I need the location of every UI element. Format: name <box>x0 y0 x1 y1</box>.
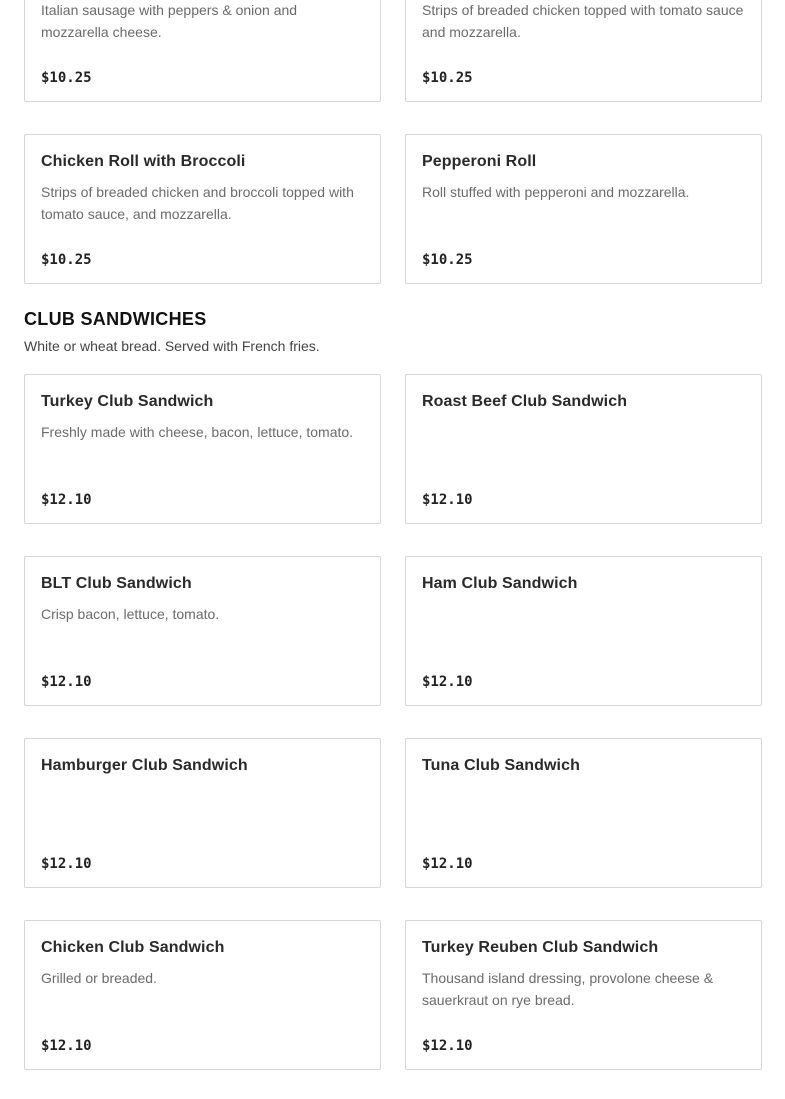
menu-item-description: Crisp bacon, lettuce, tomato. <box>41 606 220 622</box>
menu-item-name: Ham Club Sandwich <box>422 575 578 592</box>
menu-item-price: $12.10 <box>41 674 92 690</box>
section-subtitle: White or wheat bread. Served with French fries. <box>24 338 320 354</box>
menu-item-name: Chicken Club Sandwich <box>41 939 225 956</box>
menu-item-card[interactable] <box>405 556 762 706</box>
menu-item-name: Tuna Club Sandwich <box>422 757 580 774</box>
menu-item-price: $12.10 <box>41 1038 92 1054</box>
menu-item-description: Thousand island dressing, provolone cheese & sauerkraut on rye bread. <box>422 970 714 1008</box>
section-title: CLUB SANDWICHES <box>24 309 207 329</box>
menu-item-description: Strips of breaded chicken topped with tomato sauce and mozzarella. <box>422 2 744 40</box>
menu-item-description: Freshly made with cheese, bacon, lettuce, tomato. <box>41 424 354 440</box>
menu-item-card[interactable] <box>405 374 762 524</box>
menu-item-price: $12.10 <box>422 856 473 872</box>
menu-item-price: $12.10 <box>422 1038 473 1054</box>
menu-item-description: Strips of breaded chicken and broccoli topped with tomato sauce, and mozzarella. <box>41 184 354 222</box>
menu-item-card[interactable] <box>24 0 381 102</box>
menu-item-price: $10.25 <box>41 70 92 86</box>
menu-item-card[interactable] <box>405 920 762 1070</box>
menu-item-card[interactable] <box>24 556 381 706</box>
menu-item-price: $10.25 <box>422 70 473 86</box>
menu-item-card[interactable] <box>24 920 381 1070</box>
menu-item-description: Italian sausage with peppers & onion and mozzarella cheese. <box>41 2 298 40</box>
menu-item-card[interactable] <box>405 134 762 284</box>
menu-item-name: BLT Club Sandwich <box>41 575 192 592</box>
menu-item-price: $10.25 <box>41 252 92 268</box>
menu-item-price: $12.10 <box>422 674 473 690</box>
menu-item-name: Chicken Roll with Broccoli <box>41 153 246 170</box>
menu-item-card[interactable] <box>405 0 762 102</box>
menu-item-description: Grilled or breaded. <box>41 970 157 986</box>
menu-item-name: Roast Beef Club Sandwich <box>422 393 628 410</box>
menu-item-card[interactable] <box>24 134 381 284</box>
menu-item-card[interactable] <box>24 738 381 888</box>
menu-item-name: Turkey Reuben Club Sandwich <box>422 939 659 956</box>
menu-item-name: Hamburger Club Sandwich <box>41 757 248 774</box>
menu-item-name: Pepperoni Roll <box>422 153 537 170</box>
menu-item-price: $12.10 <box>41 856 92 872</box>
menu-item-description: Roll stuffed with pepperoni and mozzarella. <box>422 184 690 200</box>
menu-item-price: $12.10 <box>422 492 473 508</box>
menu-item-card[interactable] <box>405 738 762 888</box>
menu-item-price: $10.25 <box>422 252 473 268</box>
menu-item-card[interactable] <box>24 374 381 524</box>
menu-item-price: $12.10 <box>41 492 92 508</box>
menu-item-name: Turkey Club Sandwich <box>41 393 214 410</box>
